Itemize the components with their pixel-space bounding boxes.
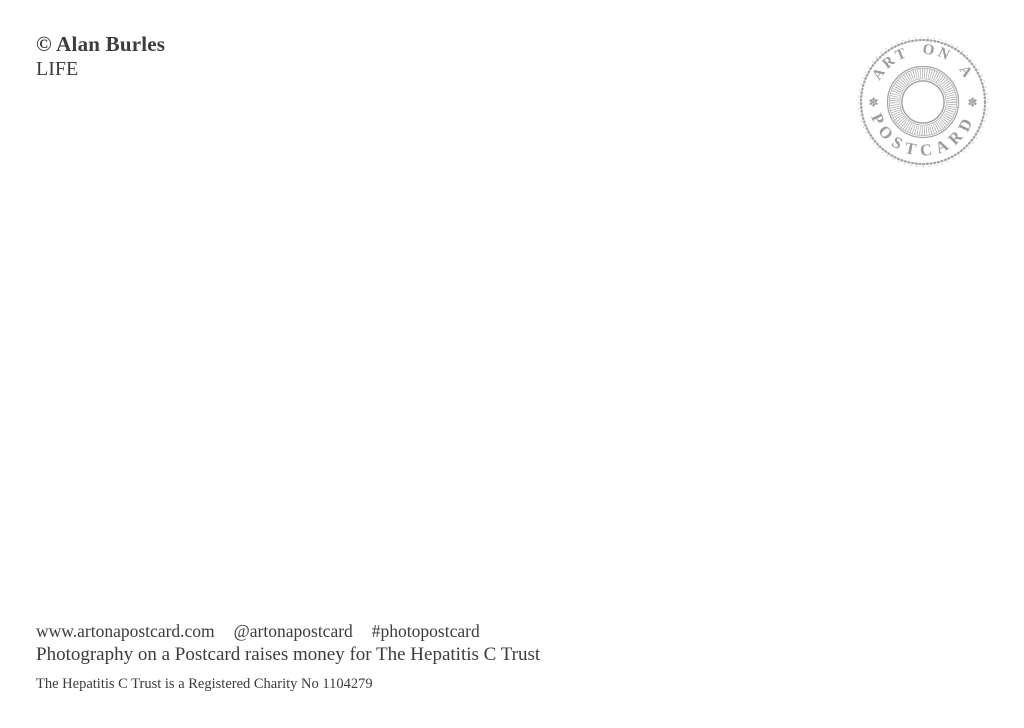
- footer-charity-note: The Hepatitis C Trust is a Registered Charity No 1104279: [36, 676, 373, 692]
- stamp-inner-thin-ring-icon: [900, 79, 946, 125]
- stamp-bottom-arc-text: POSTCARD: [867, 110, 979, 161]
- footer-hashtag: #photopostcard: [371, 621, 480, 641]
- footer-block: [36, 620, 540, 694]
- artwork-title: LIFE: [36, 58, 79, 80]
- artist-credit-block: [36, 32, 165, 81]
- stamp-top-arc-text: ART ON A: [869, 41, 977, 84]
- footer-tagline: Photography on a Postcard raises money for The Hepatitis C Trust: [36, 644, 541, 665]
- stamp-hatched-coin-ring-icon: [895, 74, 952, 131]
- artist-credit: © Alan Burles: [36, 32, 166, 56]
- flower-ornament-left-icon: ✽: [868, 95, 879, 110]
- footer-links-line: [36, 620, 540, 642]
- stamp-inner-ring-icon: [902, 81, 944, 123]
- svg-text:POSTCARD: [867, 110, 979, 160]
- footer-website-url: www.artonapostcard.com: [36, 621, 215, 641]
- svg-text:ART ON A: [869, 42, 976, 84]
- flower-ornament-right-icon: ✽: [967, 95, 978, 110]
- art-on-a-postcard-stamp-logo: [855, 34, 991, 170]
- footer-social-handle: @artonapostcard: [233, 621, 353, 641]
